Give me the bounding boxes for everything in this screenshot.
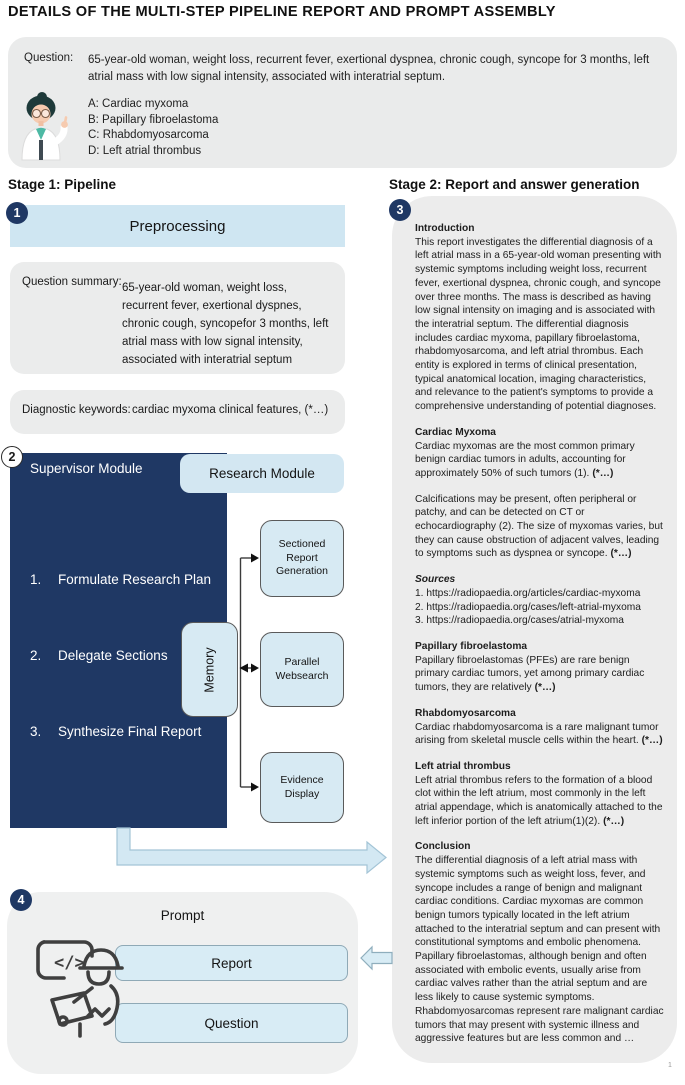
question-button-label: Question bbox=[204, 1015, 259, 1031]
option-c: C: Rhabdomyosarcoma bbox=[88, 129, 209, 142]
report-text bbox=[415, 222, 665, 1058]
report-button-label: Report bbox=[211, 955, 252, 971]
supervisor-module-title: Supervisor Module bbox=[30, 461, 143, 476]
stage2-heading: Stage 2: Report and answer generation bbox=[389, 177, 640, 192]
report-paragraph: Cardiac rhabdomyosarcoma is a rare malignant tumor arising from skeletal muscle cells within the heart. (*…) bbox=[415, 721, 663, 747]
report-button[interactable] bbox=[115, 945, 348, 981]
question-text: 65-year-old woman, weight loss, recurrent fever, exertional dyspnea, chronic cough, syncope for 3 months, left atrial mass with low signal intensity, associated with interatrial septum. bbox=[88, 54, 650, 83]
truncation-marker: (*…) bbox=[534, 682, 556, 694]
step-number: 3. bbox=[30, 724, 42, 739]
parallel-websearch-box bbox=[260, 632, 344, 707]
step-badge-1: 1 bbox=[6, 202, 28, 224]
diagnostic-keywords-label: Diagnostic keywords: bbox=[22, 404, 131, 416]
step-badge-2: 2 bbox=[1, 446, 23, 468]
page-title: DETAILS OF THE MULTI-STEP PIPELINE REPORT AND PROMPT ASSEMBLY bbox=[8, 4, 556, 20]
question-button[interactable] bbox=[115, 1003, 348, 1043]
supervisor-step-2 bbox=[30, 648, 168, 663]
question-summary-value: 65-year-old woman, weight loss, recurrent fever, exertional dyspnes, chronic cough, syncopefor 3 months, left atrial mass with low signal intensity, associated with interatrial septum bbox=[122, 282, 329, 366]
question-label: Question: bbox=[24, 52, 74, 64]
step-badge-3: 3 bbox=[389, 199, 411, 221]
report-paragraph: Left atrial thrombus refers to the formation of a blood clot within the left atrium, most commonly in the left atrial appendage, which is anatomically attached to the left inferior portion of the left atrium(1)(2). (*…) bbox=[415, 774, 663, 827]
step-badge-4: 4 bbox=[10, 889, 32, 911]
report-section-heading: Cardiac Myxoma bbox=[415, 426, 496, 438]
source-link: 1. https://radiopaedia.org/articles/cardiac-myxoma bbox=[415, 587, 641, 599]
step-label: Delegate Sections bbox=[58, 648, 168, 663]
report-section-heading: Left atrial thrombus bbox=[415, 760, 511, 772]
option-d: D: Left atrial thrombus bbox=[88, 144, 202, 157]
truncation-marker: (*…) bbox=[603, 815, 625, 827]
arrow-to-sectioned-report bbox=[251, 554, 259, 563]
report-paragraph: Cardiac myxomas are the most common primary benign cardiac tumors in adults, accounting for approximately 50% of such tumors (1). (*…) bbox=[415, 440, 635, 479]
arrow-to-websearch bbox=[251, 664, 259, 673]
question-summary-label: Question summary: bbox=[22, 276, 122, 288]
report-paragraph: This report investigates the differential diagnosis of a left atrial mass in a 65-year-old woman presenting with systemic symptoms including weight loss, recurrent fever, exertional dyspnea, chronic cough, and syncope over three months. The mass is described as having low signal intensity on imaging and is associated with the interatrial septum. The differential diagnosis includes cardiac myxoma, papillary fibroelastoma, rhabdomyosarcoma, and left atrial thrombus. Each entity is explored in terms of clinical presentation, typical anatomical location, imaging characteristics, and relevance to the patient's symptoms to provide a comprehensive understanding of potential diagnoses. bbox=[415, 236, 662, 413]
code-glyph: </> bbox=[54, 953, 85, 973]
report-panel bbox=[392, 196, 677, 1063]
diagnostic-keywords-value: cardiac myxoma clinical features, (*…) bbox=[132, 404, 329, 416]
page-number: 1 bbox=[668, 1062, 672, 1069]
report-section-heading: Introduction bbox=[415, 223, 475, 234]
option-b: B: Papillary fibroelastoma bbox=[88, 113, 219, 126]
source-link: 3. https://radiopaedia.org/cases/atrial-myxoma bbox=[415, 615, 624, 627]
supervisor-step-1 bbox=[30, 572, 211, 587]
truncation-marker: (*…) bbox=[641, 735, 663, 747]
report-to-prompt-arrow bbox=[361, 947, 392, 969]
preprocessing-box bbox=[10, 205, 345, 247]
question-options bbox=[88, 97, 218, 159]
memory-label: Memory bbox=[202, 646, 217, 693]
research-module-title: Research Module bbox=[209, 466, 315, 481]
pipeline-to-report-arrow bbox=[117, 828, 386, 873]
truncation-marker: (*…) bbox=[592, 467, 614, 479]
step-label: Formulate Research Plan bbox=[58, 572, 212, 587]
evidence-display-label: Evidence Display bbox=[280, 774, 324, 800]
truncation-marker: (*…) bbox=[610, 548, 632, 560]
source-link: 2. https://radiopaedia.org/cases/left-atrial-myxoma bbox=[415, 601, 641, 613]
report-section-heading: Conclusion bbox=[415, 841, 471, 853]
engineer-icon bbox=[36, 928, 124, 1040]
report-paragraph: Papillary fibroelastomas (PFEs) are rare benign primary cardiac tumors, yet among primary cardiac tumors, they are relatively (*…) bbox=[415, 654, 645, 694]
report-paragraph: Calcifications may be present, often peripheral or patchy, and can be detected on CT or echocardiography (2). The size of myxomas varies, but they can cause obstruction of adjacent valves, leading to symptoms such as dyspnea or syncope. (*…) bbox=[415, 493, 663, 560]
preprocessing-label: Preprocessing bbox=[129, 217, 226, 235]
research-module-box bbox=[180, 454, 344, 493]
report-sources bbox=[415, 587, 665, 628]
step-label: Synthesize Final Report bbox=[58, 724, 202, 739]
arrow-to-memory bbox=[240, 664, 249, 673]
arrow-to-evidence-display bbox=[251, 783, 259, 792]
sectioned-report-generation-box bbox=[260, 520, 344, 597]
option-a: A: Cardiac myxoma bbox=[88, 98, 189, 110]
supervisor-step-3 bbox=[30, 724, 201, 739]
step-number: 1. bbox=[30, 572, 42, 587]
memory-box bbox=[181, 622, 238, 717]
prompt-title: Prompt bbox=[160, 908, 205, 923]
evidence-display-box bbox=[260, 752, 344, 823]
sectioned-report-generation-label: Sectioned Report Generation bbox=[276, 538, 328, 578]
report-paragraph: The differential diagnosis of a left atrial mass with systemic symptoms such as weight loss, fever, and syncope includes a range of benign and malignant cardiac conditions. Cardiac myxomas are common benign tumors typically located in the left atrium attached to the interatrial septum and can present with constitutional symptoms and embolic phenomena. Papillary fibroelastomas, although benign and often associated with embolic events, usually arise from cardiac valves rather than the atrial septum and are less likely to cause systemic symptoms. Rhabdomyosarcomas represent rare malignant cardiac tumors that may present with systemic illness and aggressive features but are less common and … bbox=[415, 855, 664, 1045]
parallel-websearch-label: Parallel Websearch bbox=[275, 656, 329, 682]
step-number: 2. bbox=[30, 648, 42, 663]
report-section-heading: Rhabdomyosarcoma bbox=[415, 707, 516, 719]
stage1-heading: Stage 1: Pipeline bbox=[8, 177, 117, 192]
report-section-heading: Sources bbox=[415, 574, 456, 586]
report-section-heading: Papillary fibroelastoma bbox=[415, 640, 528, 652]
doctor-avatar-icon bbox=[15, 90, 75, 162]
